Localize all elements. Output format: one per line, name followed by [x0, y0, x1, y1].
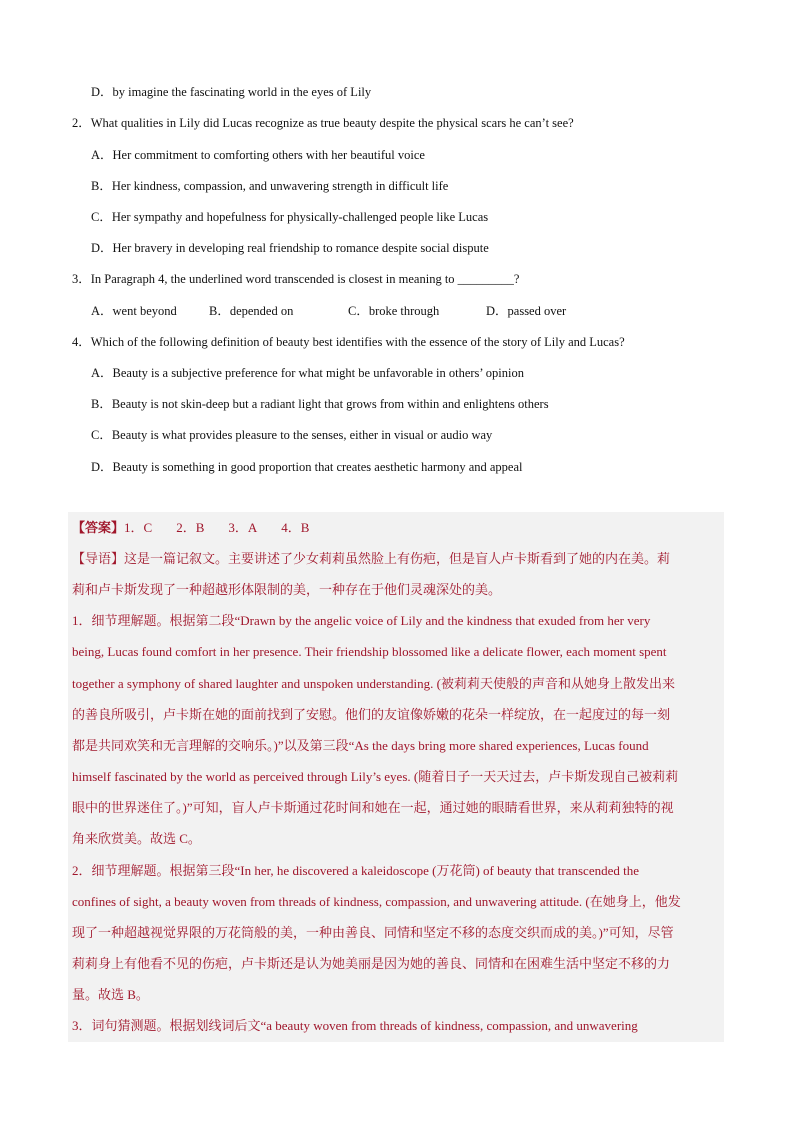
q4-option-c: C．Beauty is what provides pleasure to the senses, either in visual or audio way: [91, 428, 493, 442]
q1-option-d: D．by imagine the fascinating world in the eyes of Lily: [91, 85, 372, 99]
answer-item-1: 1．C: [124, 520, 153, 535]
answer-line: [72, 519, 333, 537]
explanation-line: 量。故选 B。: [72, 987, 149, 1002]
explanation-line: 都是共同欢笑和无言理解的交响乐。)”以及第三段“As the days bring more shared experiences, Lucas found: [72, 738, 649, 753]
explanation-line: 的善良所吸引，卢卡斯在她的面前找到了安慰。他们的友谊像娇嫩的花朵一样绽放，在一起度过的每一刻: [72, 707, 671, 722]
explanation-line: 1．细节理解题。根据第二段“Drawn by the angelic voice of Lily and the kindness that exuded from her very: [72, 613, 651, 628]
explanation-line: being, Lucas found comfort in her presence. Their friendship blossomed like a delicate flower, each moment spent: [72, 644, 667, 659]
q3-option-c: C．broke through: [348, 304, 440, 318]
q3-option-a: A．went beyond: [91, 304, 177, 318]
q3-option-d: D．passed over: [486, 304, 567, 318]
answer-item-2: 2．B: [176, 520, 205, 535]
explanation-line: confines of sight, a beauty woven from threads of kindness, compassion, and unwavering attitude. (在她身上，他发: [72, 894, 681, 909]
q3-stem: 3．In Paragraph 4, the underlined word transcended is closest in meaning to _________?: [72, 272, 520, 286]
q2-option-b: B．Her kindness, compassion, and unwavering strength in difficult life: [91, 179, 449, 193]
answer-item-3: 3．A: [228, 520, 258, 535]
q2-stem: 2．What qualities in Lily did Lucas recognize as true beauty despite the physical scars he can’t see?: [72, 116, 574, 130]
explanation-line: 角来欣赏美。故选 C。: [72, 831, 201, 846]
answer-label: 【答案】: [72, 520, 125, 535]
explanation-line: together a symphony of shared laughter and unspoken understanding. (被莉莉天使般的声音和从她身上散发出来: [72, 676, 675, 691]
q4-stem: 4．Which of the following definition of beauty best identifies with the essence of the story of Lily and Lucas?: [72, 335, 625, 349]
explanation-line: himself fascinated by the world as perceived through Lily’s eyes. (随着日子一天天过去，卢卡斯发现自己被莉莉: [72, 769, 679, 784]
explanation-line: 【导语】这是一篇记叙文。主要讲述了少女莉莉虽然脸上有伤疤，但是盲人卢卡斯看到了她的内在美。莉: [72, 551, 671, 566]
explanation-line: 2．细节理解题。根据第三段“In her, he discovered a kaleidoscope (万花筒) of beauty that transcended the: [72, 863, 639, 878]
explanation-line: 3．词句猜测题。根据划线词后文“a beauty woven from threads of kindness, compassion, and unwavering: [72, 1018, 638, 1033]
q2-option-a: A．Her commitment to comforting others with her beautiful voice: [91, 148, 425, 162]
q4-option-a: A．Beauty is a subjective preference for what might be unfavorable in others’ opinion: [91, 366, 524, 380]
explanation-line: 莉莉身上有他看不见的伤疤，卢卡斯还是认为她美丽是因为她的善良、同情和在困难生活中坚定不移的力: [72, 956, 671, 971]
explanation-line: 眼中的世界迷住了。)”可知，盲人卢卡斯通过花时间和她在一起，通过她的眼睛看世界，来从莉莉独特的视: [72, 800, 674, 815]
answer-item-4: 4．B: [281, 520, 310, 535]
explanation-line: 现了一种超越视觉界限的万花筒般的美，一种由善良、同情和坚定不移的态度交织而成的美。)”可知，尽管: [72, 925, 674, 940]
q3-option-b: B．depended on: [209, 304, 294, 318]
q2-option-d: D．Her bravery in developing real friendship to romance despite social dispute: [91, 241, 489, 255]
q4-option-d: D．Beauty is something in good proportion that creates aesthetic harmony and appeal: [91, 460, 523, 474]
q2-option-c: C．Her sympathy and hopefulness for physically-challenged people like Lucas: [91, 210, 489, 224]
q4-option-b: B．Beauty is not skin-deep but a radiant light that grows from within and enlightens others: [91, 397, 549, 411]
explanation-line: 莉和卢卡斯发现了一种超越形体限制的美，一种存在于他们灵魂深处的美。: [72, 582, 502, 597]
